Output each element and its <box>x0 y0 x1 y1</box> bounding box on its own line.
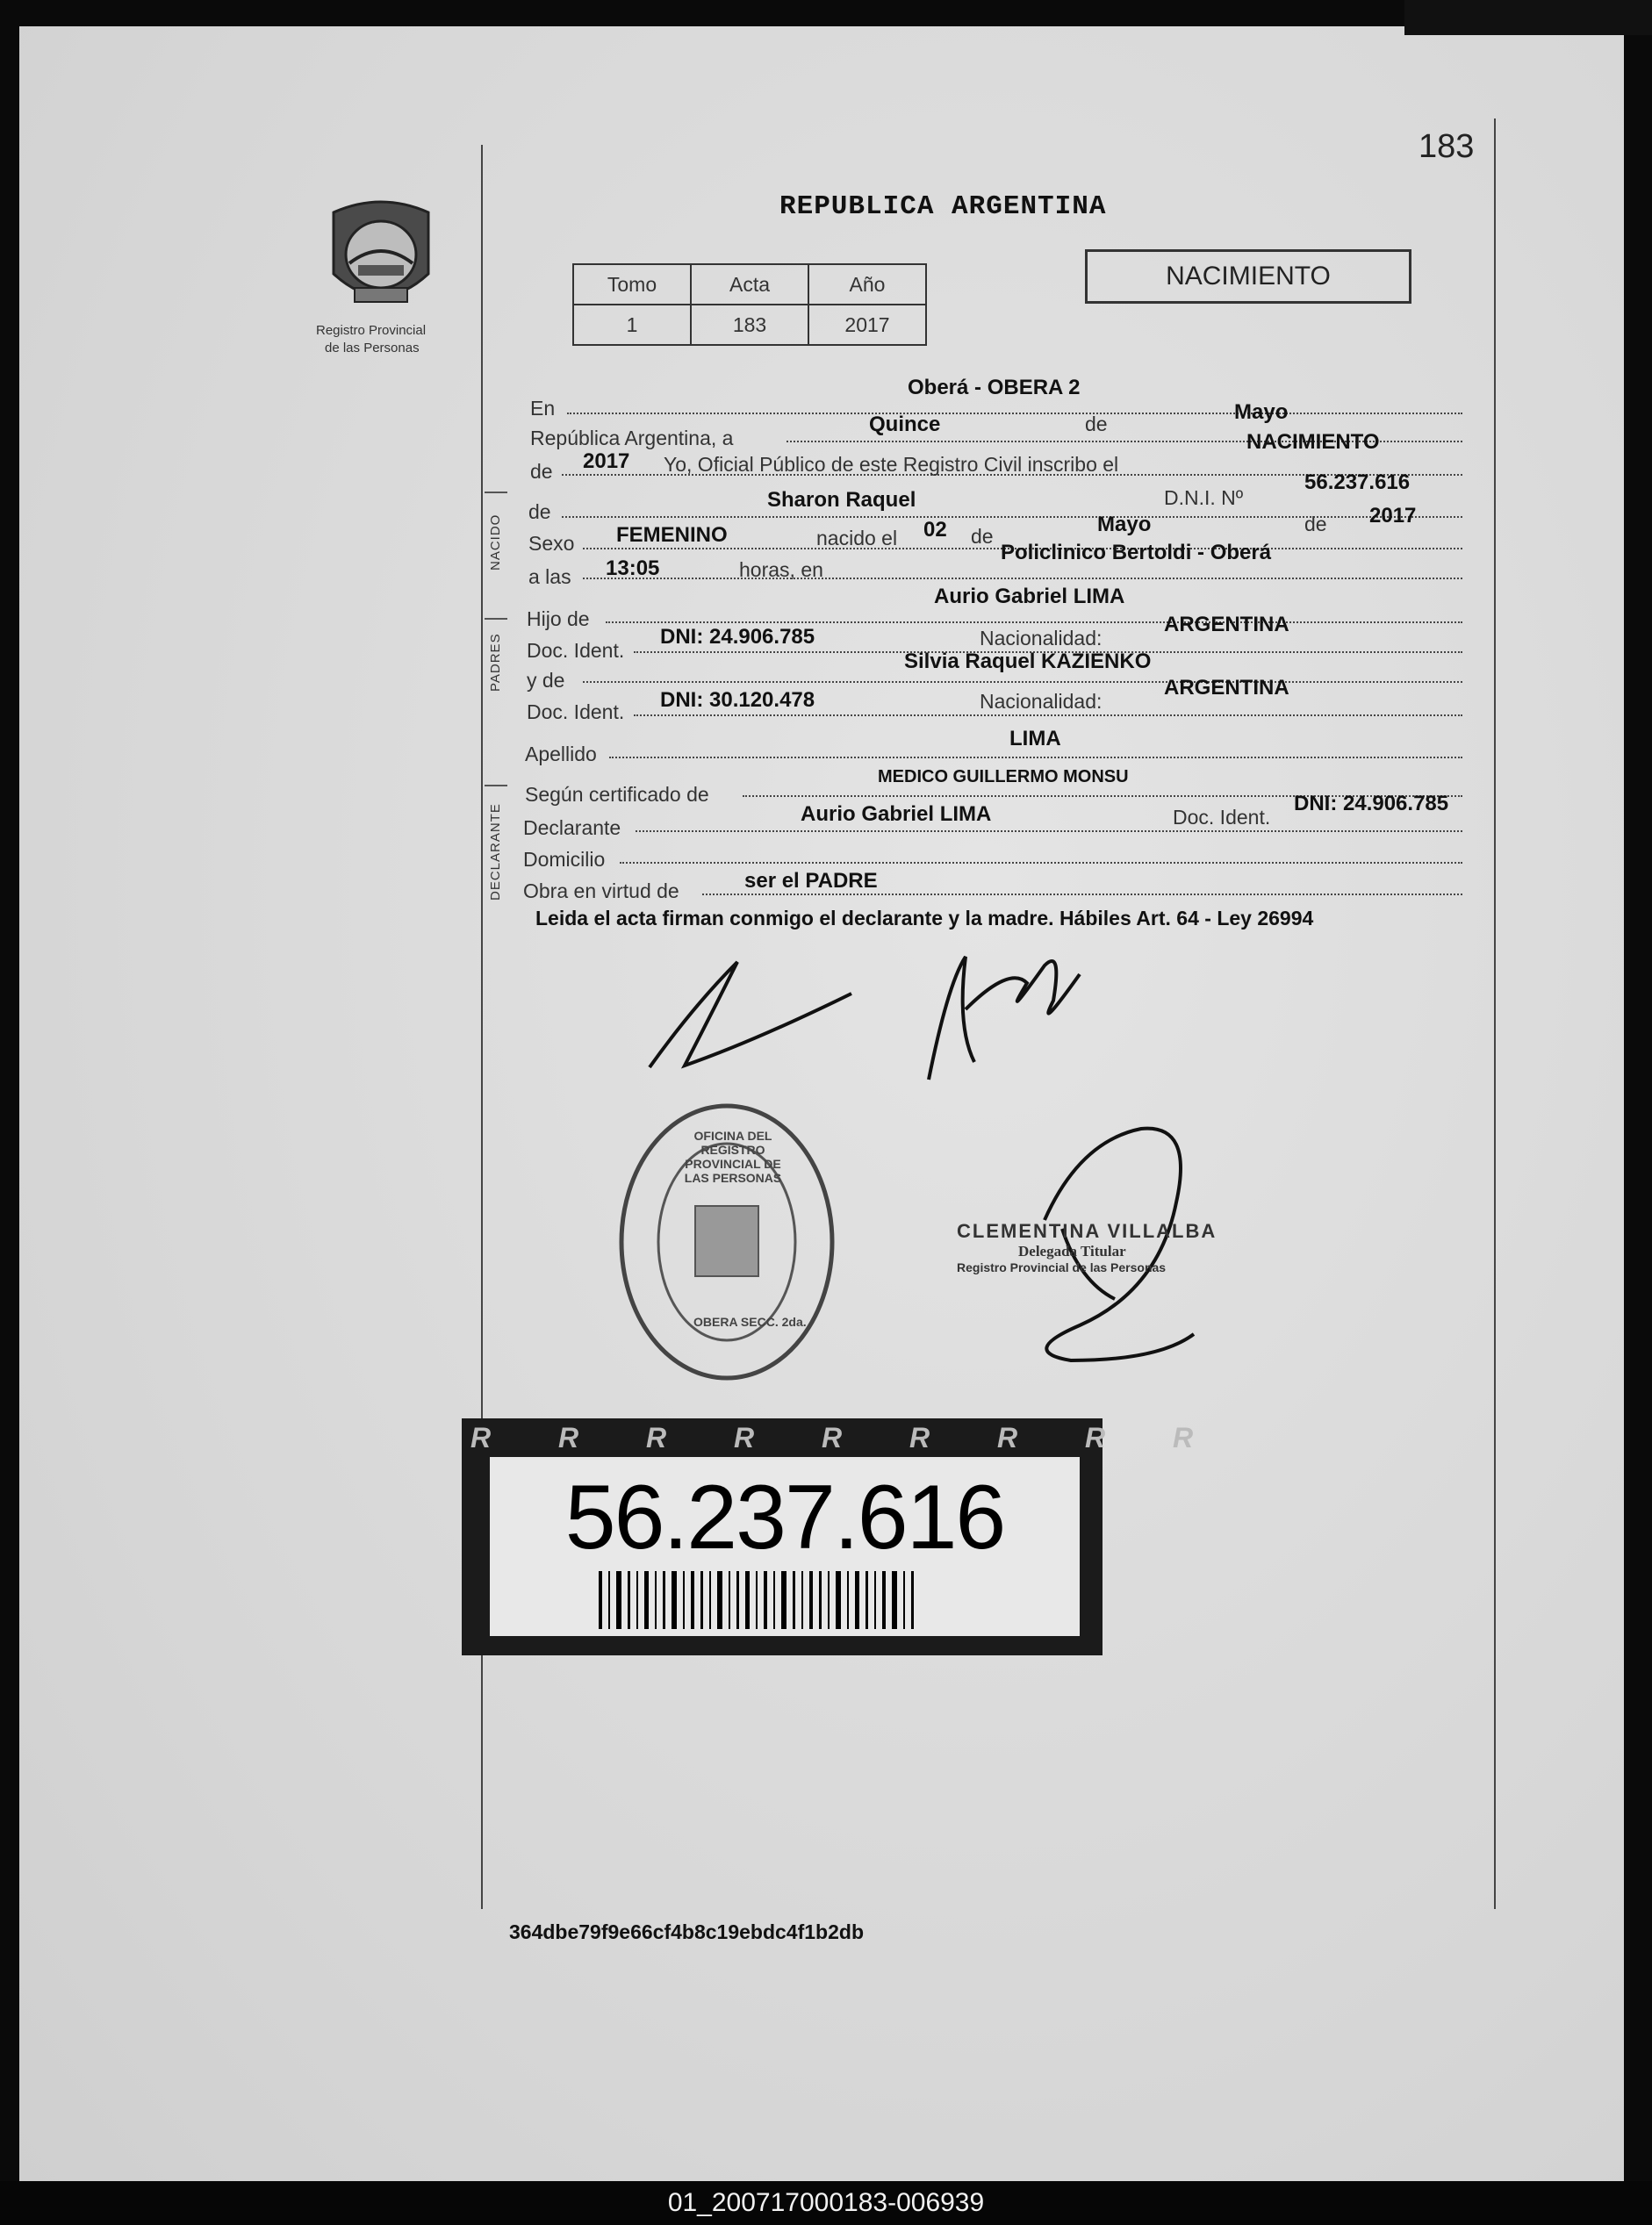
signature-declarante <box>614 953 860 1076</box>
table-header-tomo: Tomo <box>573 264 691 305</box>
month-value: Mayo <box>1234 400 1289 424</box>
dotted-line <box>583 578 1462 579</box>
dotted-line <box>702 894 1462 895</box>
horas-label: horas, en <box>739 558 823 581</box>
declarante-label: Declarante <box>523 816 621 839</box>
obra-value: ser el PADRE <box>744 869 878 893</box>
birth-year-value: 2017 <box>1369 504 1417 528</box>
inscribo-label: Yo, Oficial Público de este Registro Civil inscribo el <box>664 453 1119 476</box>
en-label: En <box>530 397 556 420</box>
yde-label: y de <box>527 669 565 692</box>
side-label-declarante: DECLARANTE <box>488 803 503 901</box>
birth-day-value: 02 <box>923 518 947 542</box>
de-year-label: de <box>530 460 553 483</box>
dotted-line <box>634 714 1462 716</box>
doc2-label: Doc. Ident. <box>527 700 625 723</box>
nacido-label: nacido el <box>816 527 898 549</box>
dotted-line <box>562 516 1462 518</box>
declarante-doc-value: DNI: 24.906.785 <box>1294 792 1449 815</box>
madre-doc-value: DNI: 30.120.478 <box>660 688 815 712</box>
hijo-label: Hijo de <box>527 607 590 630</box>
table-header-acta: Acta <box>691 264 808 305</box>
right-margin-line <box>1494 118 1496 1909</box>
dotted-line <box>620 862 1462 864</box>
lugar-value: Policlinico Bertoldi - Oberá <box>1001 541 1272 564</box>
sexo-value: FEMENINO <box>616 523 728 547</box>
padre-nac-value: ARGENTINA <box>1164 613 1289 636</box>
logo-caption-1: Registro Provincial <box>316 323 427 338</box>
de3-label: de <box>1304 513 1327 535</box>
signature-madre <box>913 930 1088 1088</box>
footer-code: 01_200717000183-006939 <box>667 2188 985 2217</box>
apellido-label: Apellido <box>525 743 597 765</box>
record-type-box: NACIMIENTO <box>1085 249 1411 304</box>
obra-label: Obra en virtud de <box>523 879 679 902</box>
document-title: REPUBLICA ARGENTINA <box>779 191 1107 222</box>
dni-label: D.N.I. Nº <box>1164 486 1244 509</box>
dotted-line <box>606 621 1462 623</box>
table-cell-acta: 183 <box>691 305 808 345</box>
official-role: Delegada Titular <box>1018 1243 1126 1260</box>
segun-label: Según certificado de <box>525 783 709 806</box>
declarante-doc-label: Doc. Ident. <box>1173 806 1271 829</box>
logo-caption-2: de las Personas <box>325 341 420 355</box>
dotted-line <box>636 830 1462 832</box>
side-label-padres: PADRES <box>488 633 503 692</box>
padre-value: Aurio Gabriel LIMA <box>934 585 1125 608</box>
closing-text: Leida el acta firman conmigo el declarante y la madre. Hábiles Art. 64 - Ley 26994 <box>535 907 1314 929</box>
official-stamp <box>957 1220 1217 1274</box>
registry-logo <box>323 195 439 318</box>
barcode-icon <box>599 1571 985 1629</box>
dni-value: 56.237.616 <box>1304 470 1411 494</box>
seal-bottom-text: OBERA SECC. 2da. <box>693 1315 807 1329</box>
table-header-anio: Año <box>808 264 926 305</box>
section-divider <box>485 618 507 620</box>
year-value: 2017 <box>583 449 630 473</box>
hora-value: 13:05 <box>606 556 660 580</box>
sexo-label: Sexo <box>528 532 575 555</box>
table-cell-tomo: 1 <box>573 305 691 345</box>
dotted-line <box>567 413 1462 414</box>
de2-label: de <box>971 525 994 548</box>
seal-text: OFICINA DEL REGISTRO PROVINCIAL DE LAS PERSONAS <box>684 1129 782 1185</box>
sticker-pattern: R R R R R R R R R <box>470 1422 1224 1453</box>
certificado-value: MEDICO GUILLERMO MONSU <box>878 767 1129 786</box>
alas-label: a las <box>528 565 571 588</box>
place-value: Oberá - OBERA 2 <box>908 376 1081 399</box>
acta-table <box>572 263 927 346</box>
declarante-value: Aurio Gabriel LIMA <box>801 802 992 826</box>
scan-border <box>1404 0 1652 35</box>
section-divider <box>485 492 507 493</box>
dotted-line <box>609 757 1462 758</box>
domicilio-label: Domicilio <box>523 848 606 871</box>
side-label-nacido: NACIDO <box>488 513 503 571</box>
nac-label: Nacionalidad: <box>980 627 1103 650</box>
official-name: CLEMENTINA VILLALBA <box>957 1220 1217 1242</box>
footer-bar <box>0 2181 1652 2225</box>
de-label: de <box>1085 413 1108 435</box>
table-cell-anio: 2017 <box>808 305 926 345</box>
inscribo-value: NACIMIENTO <box>1246 430 1380 454</box>
doc-label: Doc. Ident. <box>527 639 625 662</box>
document-hash: 364dbe79f9e66cf4b8c19ebdc4f1b2db <box>509 1920 864 1943</box>
madre-nac-value: ARGENTINA <box>1164 676 1289 700</box>
dotted-line <box>583 681 1462 683</box>
coat-of-arms-icon <box>323 195 439 318</box>
republica-label: República Argentina, a <box>530 427 734 449</box>
apellido-value: LIMA <box>1009 727 1061 750</box>
day-words-value: Quince <box>869 413 941 436</box>
sticker-label <box>490 1457 1080 1636</box>
dni-sticker <box>462 1418 1224 1655</box>
page-number: 183 <box>1419 128 1475 165</box>
section-divider <box>485 785 507 786</box>
nac2-label: Nacionalidad: <box>980 690 1103 713</box>
nombre-label: de <box>528 500 551 523</box>
official-office: Registro Provincial de las Personas <box>957 1260 1167 1274</box>
sticker-number: 56.237.616 <box>564 1467 1005 1568</box>
nombre-value: Sharon Raquel <box>767 488 916 512</box>
madre-value: Silvia Raquel KAZIENKO <box>904 650 1152 673</box>
padre-doc-value: DNI: 24.906.785 <box>660 625 815 649</box>
birth-month-value: Mayo <box>1097 513 1152 536</box>
